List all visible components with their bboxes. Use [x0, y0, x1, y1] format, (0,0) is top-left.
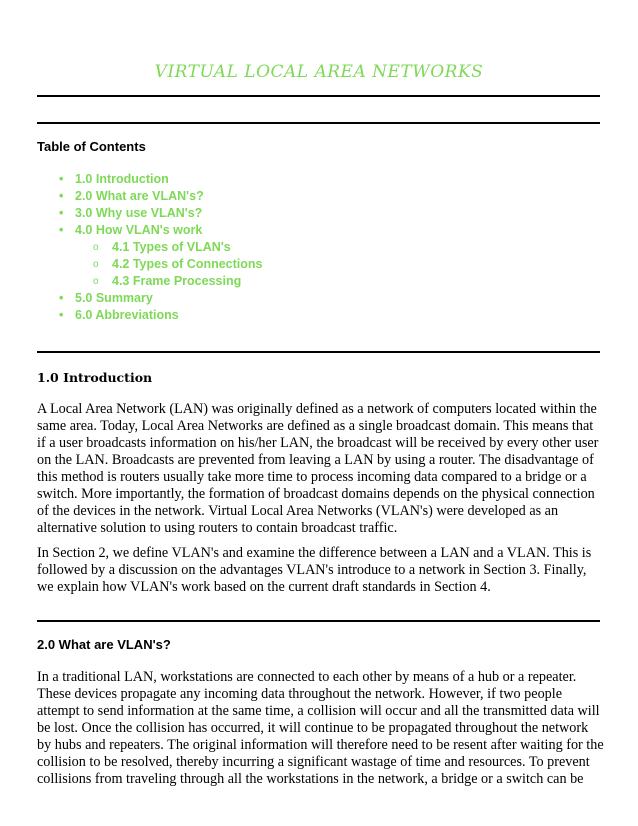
toc-item-types-of-connections[interactable]: [37, 256, 263, 273]
text-line: A Local Area Network (LAN) was originally defined as a network of computers located within the: [37, 401, 597, 417]
circle-bullet-icon: o: [93, 259, 99, 270]
toc-item-label[interactable]: 1.0 Introduction: [75, 172, 169, 186]
what-are-vlans-paragraph: [37, 669, 603, 788]
divider-rule: [37, 122, 600, 124]
toc-item-frame-processing[interactable]: [37, 273, 263, 290]
toc-item-how-vlans-work[interactable]: [37, 222, 263, 239]
toc-item-label[interactable]: 3.0 Why use VLAN's?: [75, 206, 203, 220]
text-line: if a user broadcasts information on his/her LAN, the broadcast will be received by every other user: [37, 435, 599, 451]
text-line: by hubs and repeaters. The original information will therefore need to be resent after waiting for the: [37, 737, 604, 753]
bullet-icon: •: [59, 172, 64, 186]
text-line: followed by a discussion on the advantages VLAN's introduce to a network in Section 3. Finally,: [37, 562, 587, 578]
toc-item-label[interactable]: 4.1 Types of VLAN's: [112, 240, 231, 254]
divider-rule: [37, 95, 600, 97]
toc-item-label[interactable]: 5.0 Summary: [75, 291, 153, 305]
intro-paragraph-1: [37, 401, 603, 537]
circle-bullet-icon: o: [93, 276, 99, 287]
text-line: on the LAN. Broadcasts are prevented from leaving a LAN by using a router. The disadvantage of: [37, 452, 594, 468]
bullet-icon: •: [59, 206, 64, 220]
intro-paragraph-2: [37, 545, 603, 596]
section-heading-introduction: 1.0 Introduction: [37, 370, 153, 385]
table-of-contents: [37, 171, 263, 324]
divider-rule: [37, 620, 600, 622]
text-line: we explain how VLAN's work based on the current draft standards in Section 4.: [37, 579, 491, 595]
text-line: of the devices in the network. Virtual Local Area Networks (VLAN's) were developed as an: [37, 503, 559, 519]
toc-item-label[interactable]: 4.3 Frame Processing: [112, 274, 242, 288]
text-line: collision to be resolved, thereby incurring a significant wastage of time and resources. To prevent: [37, 754, 590, 770]
text-line: These devices propagate any incoming data throughout the network. However, if two people: [37, 686, 562, 702]
text-line: alternative solution to using routers to contain broadcast traffic.: [37, 520, 398, 536]
toc-heading: Table of Contents: [37, 139, 146, 154]
text-line: collisions from traveling through all the workstations in the network, a bridge or a switch can be: [37, 771, 584, 787]
toc-item-what-are-vlans[interactable]: [37, 188, 263, 205]
bullet-icon: •: [59, 189, 64, 203]
toc-item-abbreviations[interactable]: [37, 307, 263, 324]
toc-item-types-of-vlans[interactable]: [37, 239, 263, 256]
text-line: In a traditional LAN, workstations are connected to each other by means of a hub or a repeater.: [37, 669, 577, 685]
toc-item-summary[interactable]: [37, 290, 263, 307]
document-title: VIRTUAL LOCAL AREA NETWORKS: [154, 62, 484, 82]
toc-item-label[interactable]: 2.0 What are VLAN's?: [75, 189, 204, 203]
text-line: In Section 2, we define VLAN's and examine the difference between a LAN and a VLAN. This is: [37, 545, 592, 561]
bullet-icon: •: [59, 308, 64, 322]
toc-item-why-use-vlans[interactable]: [37, 205, 263, 222]
text-line: same area. Today, Local Area Networks are defined as a single broadcast domain. This means that: [37, 418, 594, 434]
text-line: switch. More importantly, the formation of broadcast domains depends on the physical connection: [37, 486, 595, 502]
circle-bullet-icon: o: [93, 242, 99, 253]
text-line: be lost. Once the collision has occurred, it will continue to be propagated throughout the network: [37, 720, 589, 736]
section-heading-what-are-vlans: 2.0 What are VLAN's?: [37, 637, 171, 652]
text-line: attempt to send information at the same time, a collision will occur and all the transmitted data will: [37, 703, 600, 719]
toc-item-label[interactable]: 6.0 Abbreviations: [75, 308, 179, 322]
text-line: this method is routers usually take more time to process incoming data compared to a bridge or a: [37, 469, 587, 485]
bullet-icon: •: [59, 291, 64, 305]
divider-rule: [37, 351, 600, 353]
toc-item-label[interactable]: 4.0 How VLAN's work: [75, 223, 203, 237]
bullet-icon: •: [59, 223, 64, 237]
toc-item-introduction[interactable]: [37, 171, 263, 188]
toc-item-label[interactable]: 4.2 Types of Connections: [112, 257, 263, 271]
